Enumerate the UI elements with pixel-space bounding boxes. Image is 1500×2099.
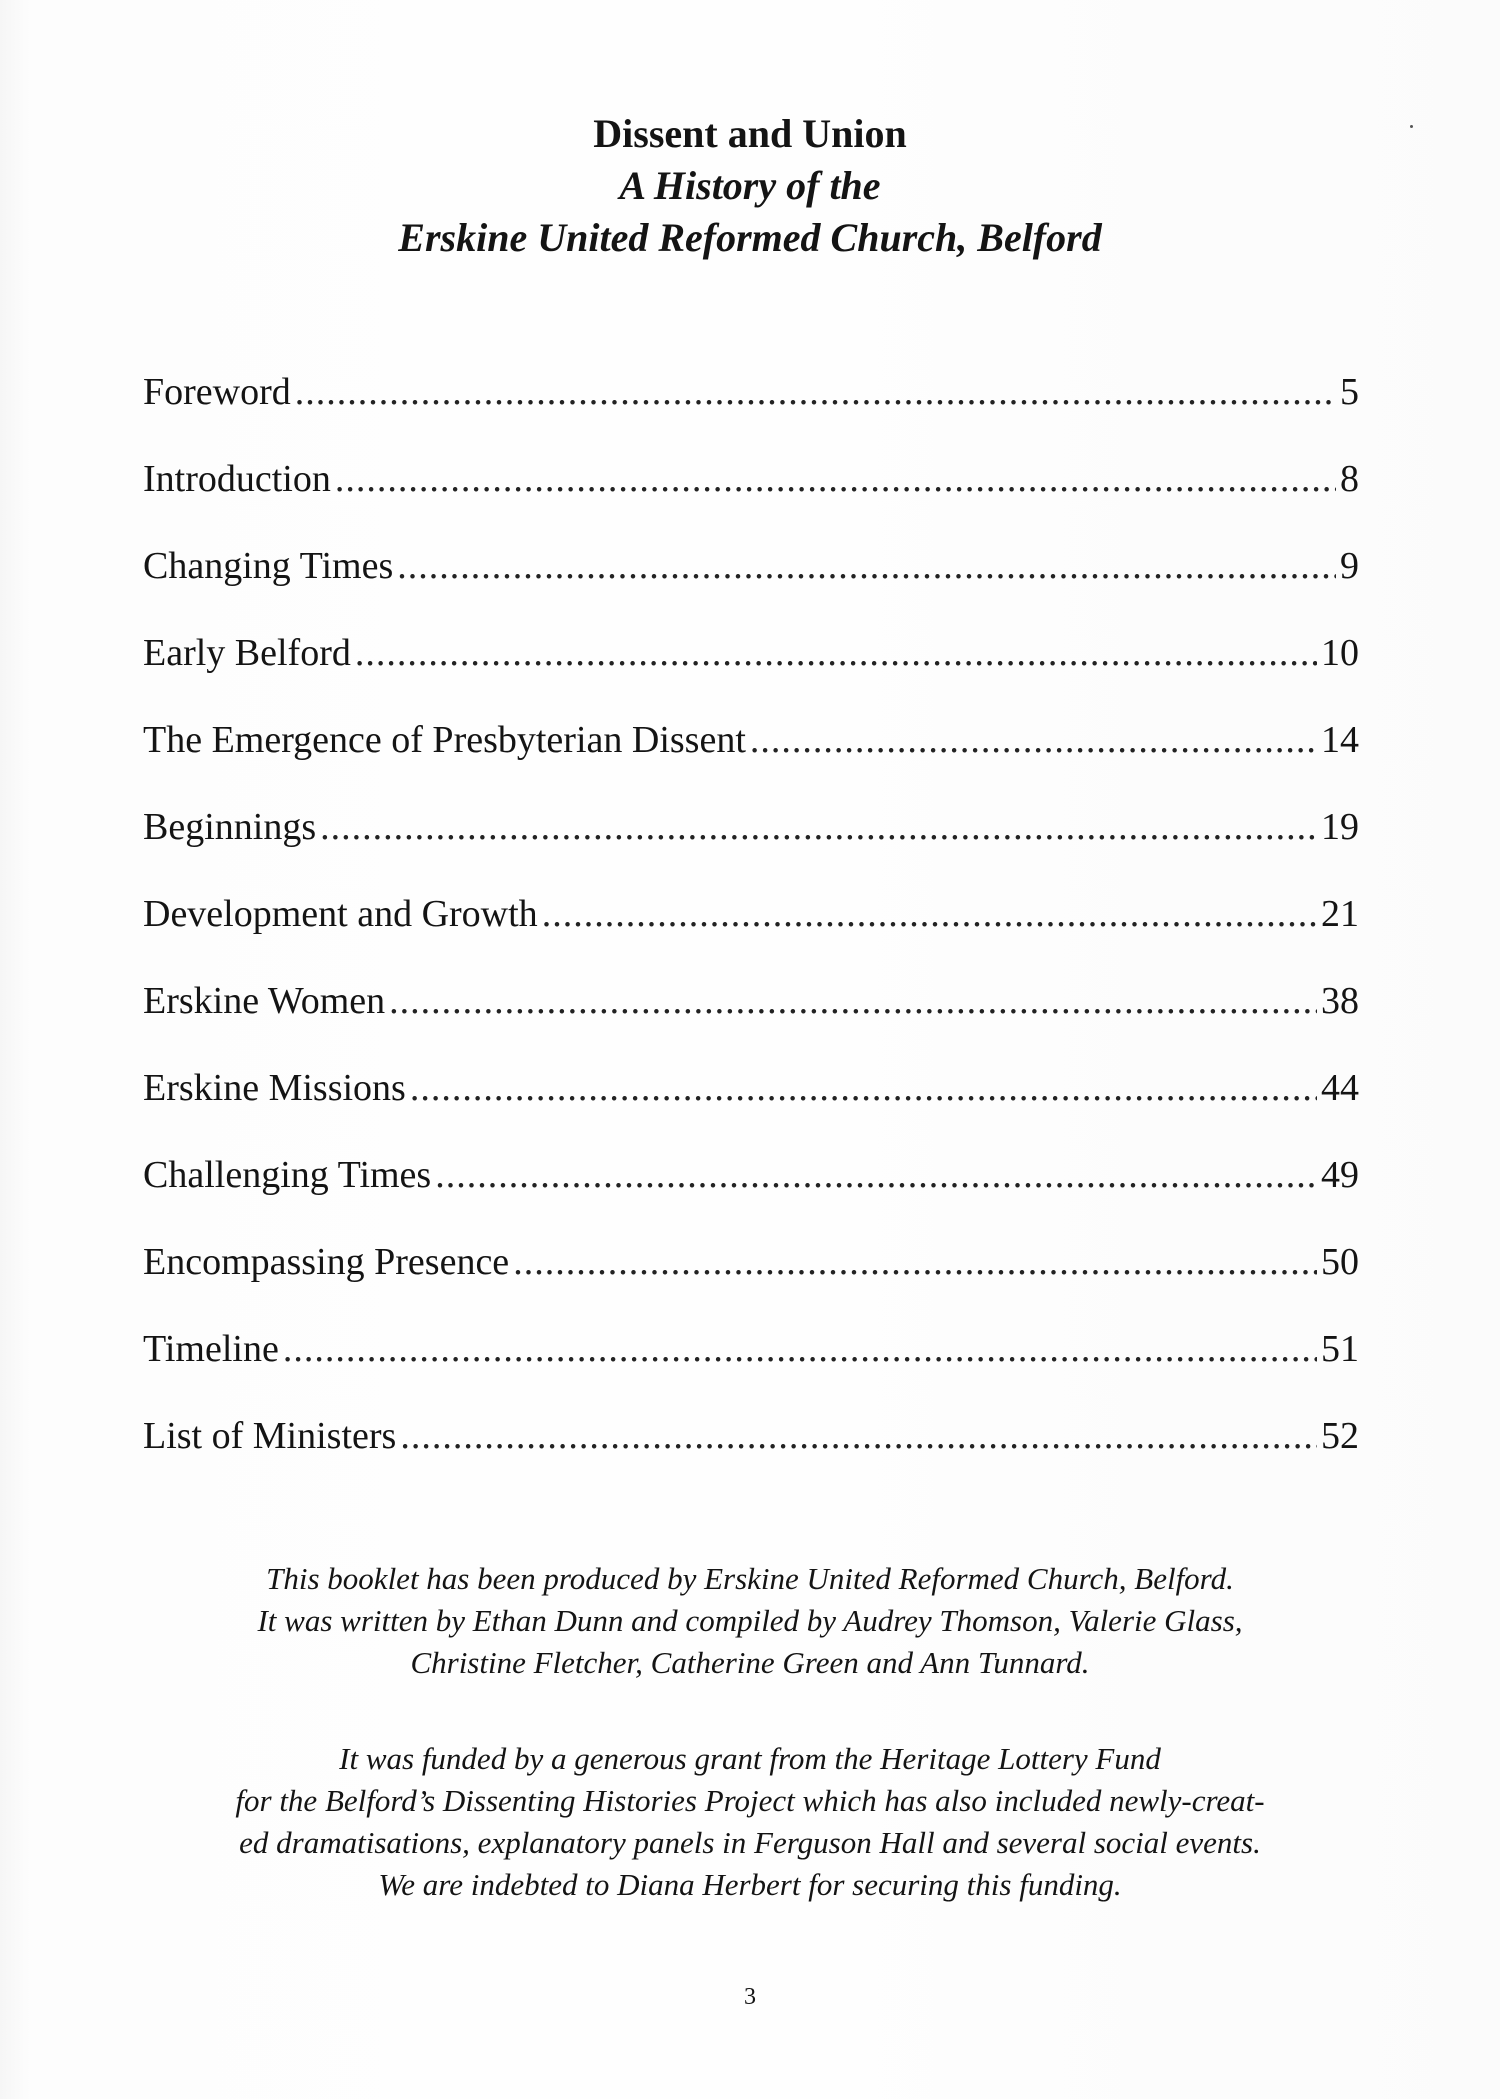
toc-entry-label: Encompassing Presence [143,1241,510,1283]
toc-entry-page: 49 [1321,1154,1359,1196]
toc-entry-page: 14 [1321,719,1359,761]
toc-entry-label: Early Belford [143,632,351,674]
funding-line: ed dramatisations, explanatory panels in Ferguson Hall and several social events. [239,1825,1261,1860]
toc-leader-dots [410,1064,1317,1112]
toc-entry-encompassing-presence [143,1238,1359,1325]
toc-entry-presbyterian-dissent [143,716,1359,803]
toc-entry-label: Changing Times [143,545,394,587]
toc-entry-page: 50 [1321,1241,1359,1283]
toc-leader-dots [513,1238,1317,1286]
toc-leader-dots [320,803,1317,851]
toc-leader-dots [283,1325,1317,1373]
booklet-subtitle-line-2: Erskine United Reformed Church, Belford [398,215,1102,260]
credits-line: It was written by Ethan Dunn and compiled by Audrey Thomson, Valerie Glass, [257,1603,1243,1638]
table-of-contents [143,368,1359,1499]
toc-entry-page: 38 [1321,980,1359,1022]
toc-entry-development-and-growth [143,890,1359,977]
toc-entry-page: 44 [1321,1067,1359,1109]
toc-leader-dots [295,368,1336,416]
credits-line: Christine Fletcher, Catherine Green and Ann Tunnard. [410,1645,1090,1680]
toc-entry-timeline [143,1325,1359,1412]
toc-entry-page: 8 [1340,458,1359,500]
toc-entry-erskine-women [143,977,1359,1064]
toc-entry-introduction [143,455,1359,542]
production-credits [130,1558,1370,1684]
page-number: 3 [744,1984,756,2010]
toc-entry-label: Introduction [143,458,331,500]
toc-entry-label: The Emergence of Presbyterian Dissent [143,719,746,761]
funding-acknowledgement [130,1738,1370,1906]
funding-line: We are indebted to Diana Herbert for securing this funding. [378,1867,1122,1902]
toc-entry-page: 5 [1340,371,1359,413]
funding-line: for the Belford’s Dissenting Histories Project which has also included newly-creat- [235,1783,1265,1818]
booklet-title: Dissent and Union [593,111,907,156]
toc-leader-dots [397,542,1336,590]
funding-line: It was funded by a generous grant from the Heritage Lottery Fund [339,1741,1161,1776]
toc-entry-list-of-ministers [143,1412,1359,1499]
toc-entry-changing-times [143,542,1359,629]
booklet-header [0,108,1500,264]
toc-entry-page: 51 [1321,1328,1359,1370]
toc-entry-page: 9 [1340,545,1359,587]
toc-leader-dots [400,1412,1317,1460]
toc-entry-erskine-missions [143,1064,1359,1151]
toc-leader-dots [355,629,1317,677]
toc-entry-label: Challenging Times [143,1154,432,1196]
toc-entry-foreword [143,368,1359,455]
toc-entry-label: Foreword [143,371,291,413]
toc-entry-label: Timeline [143,1328,279,1370]
toc-leader-dots [542,890,1317,938]
toc-entry-challenging-times [143,1151,1359,1238]
toc-leader-dots [750,716,1317,764]
toc-entry-beginnings [143,803,1359,890]
toc-leader-dots [335,455,1336,503]
toc-entry-label: Beginnings [143,806,317,848]
toc-entry-early-belford [143,629,1359,716]
toc-entry-label: Erskine Missions [143,1067,406,1109]
toc-entry-page: 21 [1321,893,1359,935]
toc-entry-label: List of Ministers [143,1415,397,1457]
credits-line: This booklet has been produced by Erskine United Reformed Church, Belford. [266,1561,1234,1596]
toc-leader-dots [435,1151,1317,1199]
booklet-subtitle-line-1: A History of the [619,163,881,208]
toc-leader-dots [389,977,1317,1025]
toc-entry-label: Development and Growth [143,893,538,935]
toc-entry-page: 10 [1321,632,1359,674]
toc-entry-page: 52 [1321,1415,1359,1457]
toc-entry-page: 19 [1321,806,1359,848]
toc-entry-label: Erskine Women [143,980,386,1022]
